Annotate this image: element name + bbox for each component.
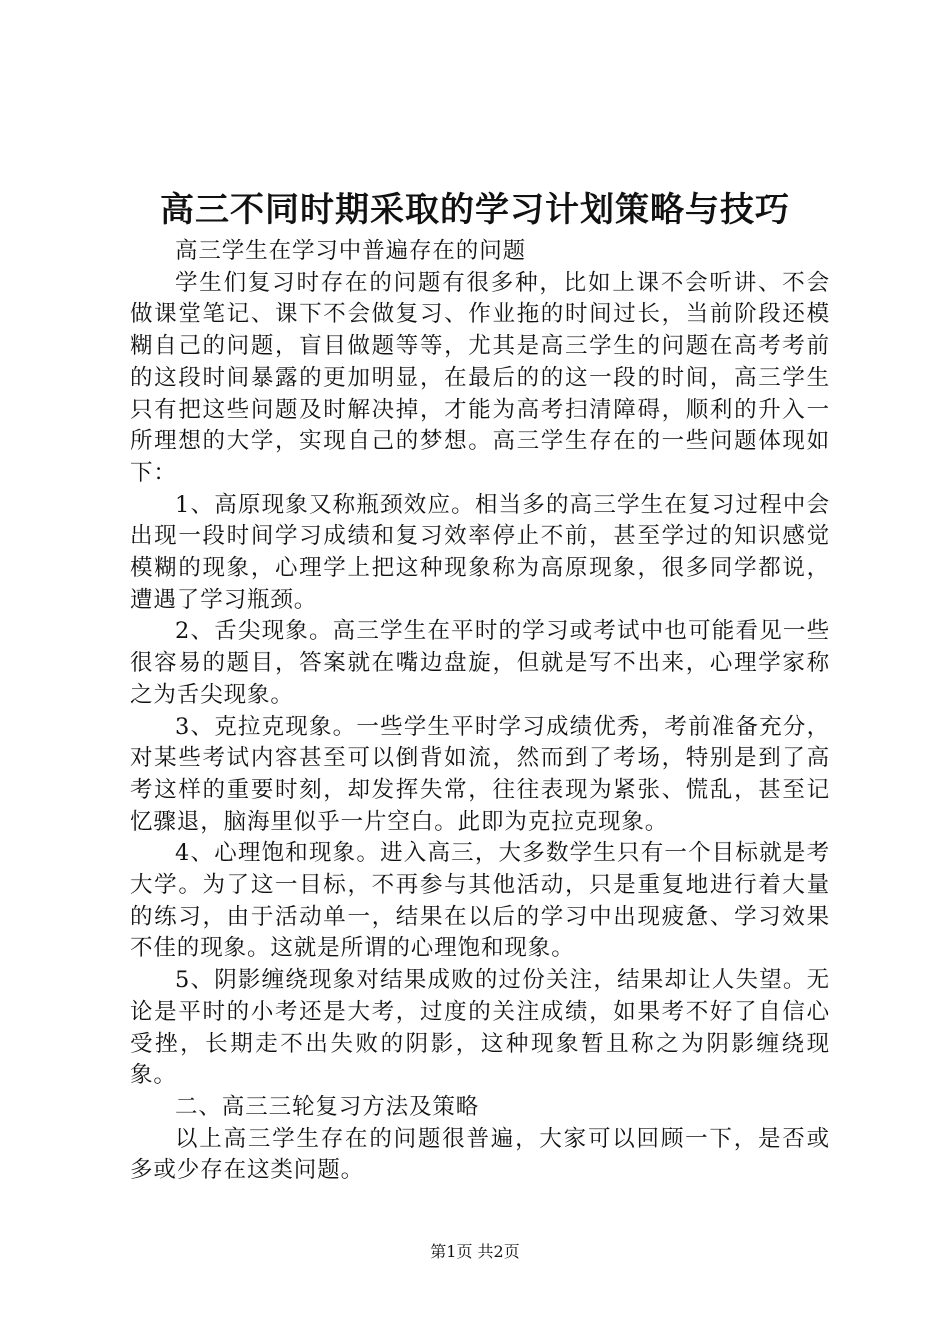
- paragraph-item-1: 1、高原现象又称瓶颈效应。相当多的高三学生在复习过程中会出现一段时间学习成绩和复习效率停止不前，甚至学过的知识感觉模糊的现象，心理学上把这种现象称为高原现象，很多同学都说，遭遇了学习瓶颈。: [130, 491, 830, 613]
- document-title: 高三不同时期采取的学习计划策略与技巧: [160, 190, 790, 230]
- paragraph-intro: 学生们复习时存在的问题有很多种，比如上课不会听讲、不会做课堂笔记、课下不会做复习、作业拖的时间过长，当前阶段还模糊自己的问题，盲目做题等等，尤其是高三学生的问题在高考考前的这段时间暴露的更加明显，在最后的的这一段的时间，高三学生只有把这些问题及时解决掉，才能为高考扫清障碍，顺利的升入一所理想的大学，实现自己的梦想。高三学生存在的一些问题体现如下：: [130, 269, 830, 486]
- section-heading-strategy: 二、高三三轮复习方法及策略: [175, 1093, 480, 1120]
- paragraph-item-5: 5、阴影缠绕现象对结果成败的过份关注，结果却让人失望。无论是平时的小考还是大考，过度的关注成绩，如果考不好了自信心受挫，长期走不出失败的阴影，这种现象暂且称之为阴影缠绕现象。: [130, 967, 830, 1089]
- section-heading-problems: 高三学生在学习中普遍存在的问题: [175, 238, 527, 264]
- document-body: [130, 236, 830, 1187]
- paragraph-conclusion: 以上高三学生存在的问题很普遍，大家可以回顾一下，是否或多或少存在这类问题。: [130, 1125, 830, 1184]
- paragraph-item-3: 3、克拉克现象。一些学生平时学习成绩优秀，考前准备充分，对某些考试内容甚至可以倒背如流，然而到了考场，特别是到了高考这样的重要时刻，却发挥失常，往往表现为紧张、慌乱，甚至记忆骤退，脑海里似乎一片空白。此即为克拉克现象。: [130, 713, 830, 835]
- paragraph-item-4: 4、心理饱和现象。进入高三，大多数学生只有一个目标就是考大学。为了这一目标，不再参与其他活动，只是重复地进行着大量的练习，由于活动单一，结果在以后的学习中出现疲惫、学习效果不佳的现象。这就是所谓的心理饱和现象。: [130, 840, 830, 962]
- page-footer: 第1页 共2页: [430, 1242, 520, 1261]
- paragraph-item-2: 2、舌尖现象。高三学生在平时的学习或考试中也可能看见一些很容易的题目，答案就在嘴边盘旋，但就是写不出来，心理学家称之为舌尖现象。: [130, 618, 830, 708]
